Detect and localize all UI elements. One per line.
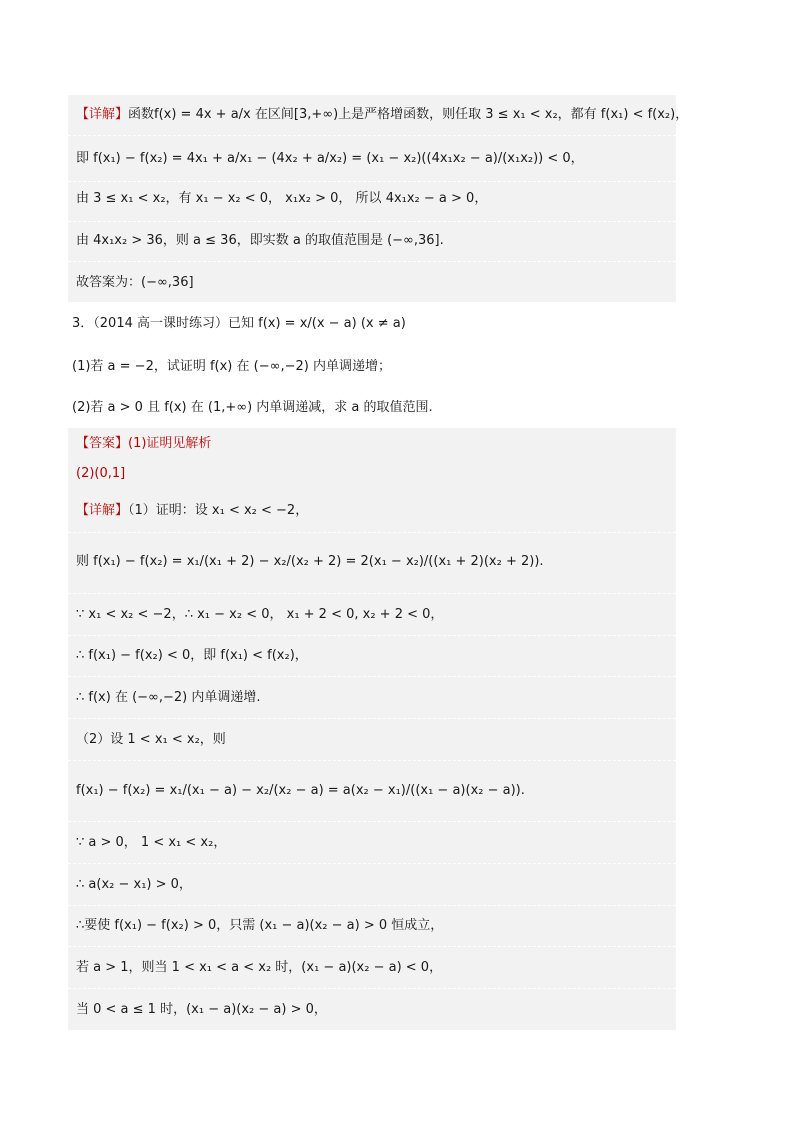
divider — [68, 676, 676, 677]
divider — [68, 181, 676, 182]
answer-line-1 — [76, 434, 211, 454]
divider — [68, 532, 676, 533]
solution-line-4: 由 4x₁x₂ > 36，则 a ≤ 36，即实数 a 的取值范围是 (−∞,36]. — [76, 233, 444, 248]
solution-line-1 — [76, 105, 688, 125]
detail-line-3: ∵ x₁ < x₂ < −2，∴ x₁ − x₂ < 0， x₁ + 2 < 0, x₂ + 2 < 0， — [76, 607, 444, 622]
detail-line-5: ∴ f(x) 在 (−∞,−2) 内单调递增. — [76, 690, 261, 705]
detail-line-12: 当 0 < a ≤ 1 时，(x₁ − a)(x₂ − a) > 0， — [76, 1002, 327, 1017]
answer-part-2: (2)(0,1] — [76, 466, 126, 481]
solution-line-3: 由 3 ≤ x₁ < x₂，有 x₁ − x₂ < 0， x₁x₂ > 0， 所以 4x₁x₂ − a > 0， — [76, 191, 488, 206]
divider — [68, 635, 676, 636]
answer-heading: 【答案】 — [76, 436, 129, 451]
detail-line-7: f(x₁) − f(x₂) = x₁/(x₁ − a) − x₂/(x₂ − a) = a(x₂ − x₁)/((x₁ − a)(x₂ − a)). — [76, 783, 525, 798]
line-text: （1）证明：设 x₁ < x₂ < −2， — [128, 503, 309, 518]
detail-heading: 【详解】 — [76, 503, 129, 518]
detail-line-6: （2）设 1 < x₁ < x₂，则 — [76, 732, 226, 747]
divider — [68, 593, 676, 594]
divider — [68, 988, 676, 989]
divider — [68, 760, 676, 761]
detail-line-8: ∵ a > 0， 1 < x₁ < x₂， — [76, 835, 227, 850]
question-part-1: (1)若 a = −2，试证明 f(x) 在 (−∞,−2) 内单调递增； — [72, 359, 391, 374]
question-part-2: (2)若 a > 0 且 f(x) 在 (1,+∞) 内单调递减，求 a 的取值范围. — [72, 400, 433, 415]
detail-line-11: 若 a > 1，则当 1 < x₁ < a < x₂ 时，(x₁ − a)(x₂ − a) < 0， — [76, 960, 443, 975]
detail-line-2: 则 f(x₁) − f(x₂) = x₁/(x₁ + 2) − x₂/(x₂ + 2) = 2(x₁ − x₂)/((x₁ + 2)(x₂ + 2)). — [76, 554, 544, 569]
divider — [68, 261, 676, 262]
line-text: 函数f(x) = 4x + a/x 在区间[3,+∞)上是严格增函数，则任取 3 ≤ x₁ < x₂，都有 f(x₁) < f(x₂)， — [128, 107, 689, 122]
solution-line-5: 故答案为：(−∞,36] — [76, 275, 194, 290]
divider — [68, 946, 676, 947]
detail-line-10: ∴要使 f(x₁) − f(x₂) > 0，只需 (x₁ − a)(x₂ − a) > 0 恒成立， — [76, 918, 444, 933]
divider — [68, 821, 676, 822]
answer-part-1: (1)证明见解析 — [128, 436, 212, 451]
divider — [68, 905, 676, 906]
solution-block-2 — [68, 428, 676, 1030]
detail-line-1 — [76, 501, 308, 521]
detail-heading: 【详解】 — [76, 107, 129, 122]
detail-line-9: ∴ a(x₂ − x₁) > 0， — [76, 877, 192, 892]
question-title: 3．（2014 高一课时练习）已知 f(x) = x/(x − a) (x ≠ a) — [72, 316, 406, 331]
detail-line-4: ∴ f(x₁) − f(x₂) < 0，即 f(x₁) < f(x₂)， — [76, 648, 308, 663]
solution-line-2: 即 f(x₁) − f(x₂) = 4x₁ + a/x₁ − (4x₂ + a/x₂) = (x₁ − x₂)((4x₁x₂ − a)/(x₁x₂)) < 0， — [76, 151, 584, 166]
divider — [68, 863, 676, 864]
divider — [68, 221, 676, 222]
solution-block-1 — [68, 95, 689, 302]
divider — [68, 718, 676, 719]
divider — [68, 135, 676, 136]
